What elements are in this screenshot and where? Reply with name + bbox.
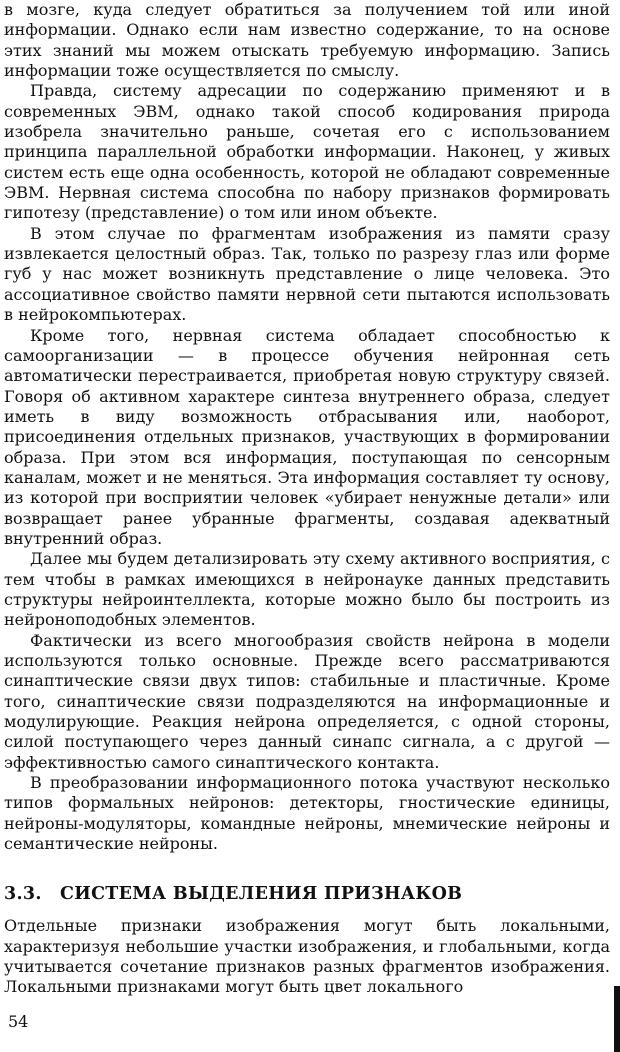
book-page [4, 0, 610, 1052]
body-text-before [4, 0, 610, 854]
paragraph: в мозге, куда следует обратиться за получением той или иной информации. Однако если нам известно содержание, то на основе этих знаний мы можем отыскать требуемую информацию. Запись информации тоже осуществляется по смыслу. [4, 0, 610, 81]
paragraph: Отдельные признаки изображения могут быть локальными, характеризуя небольшие участки изображения, и глобальными, когда учитывается сочетание признаков разных фрагментов изображения. Локальными признаками могут быть цвет локального [4, 916, 610, 997]
section-title: СИСТЕМА ВЫДЕЛЕНИЯ ПРИЗНАКОВ [60, 884, 463, 905]
paragraph: Кроме того, нервная система обладает способностью к самоорганизации — в процессе обучения нейронная сеть автоматически перестраивается, приобретая новую структуру связей. Говоря об активном характере синтеза внутреннего образа, следует иметь в виду возможность отбрасывания или, наоборот, присоединения отдельных признаков, участвующих в формировании образа. При этом вся информация, поступающая по сенсорным каналам, может и не меняться. Эта информация составляет ту основу, из которой при восприятии человек «убирает ненужные детали» или возвращает ранее убранные фрагменты, создавая адекватный внутренний образ. [4, 325, 610, 548]
section-heading [4, 882, 610, 906]
page-edge-shadow [614, 986, 620, 1052]
paragraph: Правда, систему адресации по содержанию применяют и в современных ЭВМ, однако такой способ кодирования природа изобрела значительно раньше, сочетая его с использованием принципа параллельной обработки информации. Наконец, у живых систем есть еще одна особенность, которой не обладают современные ЭВМ. Нервная система способна по набору признаков формировать гипотезу (представление) о том или ином объекте. [4, 81, 610, 223]
paragraph: В преобразовании информационного потока участвуют несколько типов формальных нейронов: детекторы, гностические единицы, нейроны-модуляторы, командные нейроны, мнемические нейроны и семантические нейроны. [4, 773, 610, 854]
section-number: 3.3. [4, 884, 42, 905]
paragraph: Далее мы будем детализировать эту схему активного восприятия, с тем чтобы в рамках имеющихся в нейронауке данных представить структуры нейроинтеллекта, которые можно было бы построить из нейроноподобных элементов. [4, 549, 610, 630]
body-text-after [4, 916, 610, 997]
paragraph: В этом случае по фрагментам изображения из памяти сразу извлекается целостный образ. Так, только по разрезу глаз или форме губ у нас может возникнуть представление о лице человека. Это ассоциативное свойство памяти нервной сети пытаются использовать в нейрокомпьютерах. [4, 223, 610, 325]
paragraph: Фактически из всего многообразия свойств нейрона в модели используются только основные. Прежде всего рассматриваются синаптические связи двух типов: стабильные и пластичные. Кроме того, синаптические связи подразделяются на информационные и модулирующие. Реакция нейрона определяется, с одной стороны, силой поступающего через данный синапс сигнала, а с другой — эффективностью самого синаптического контакта. [4, 630, 610, 772]
page-number: 54 [8, 1012, 29, 1031]
